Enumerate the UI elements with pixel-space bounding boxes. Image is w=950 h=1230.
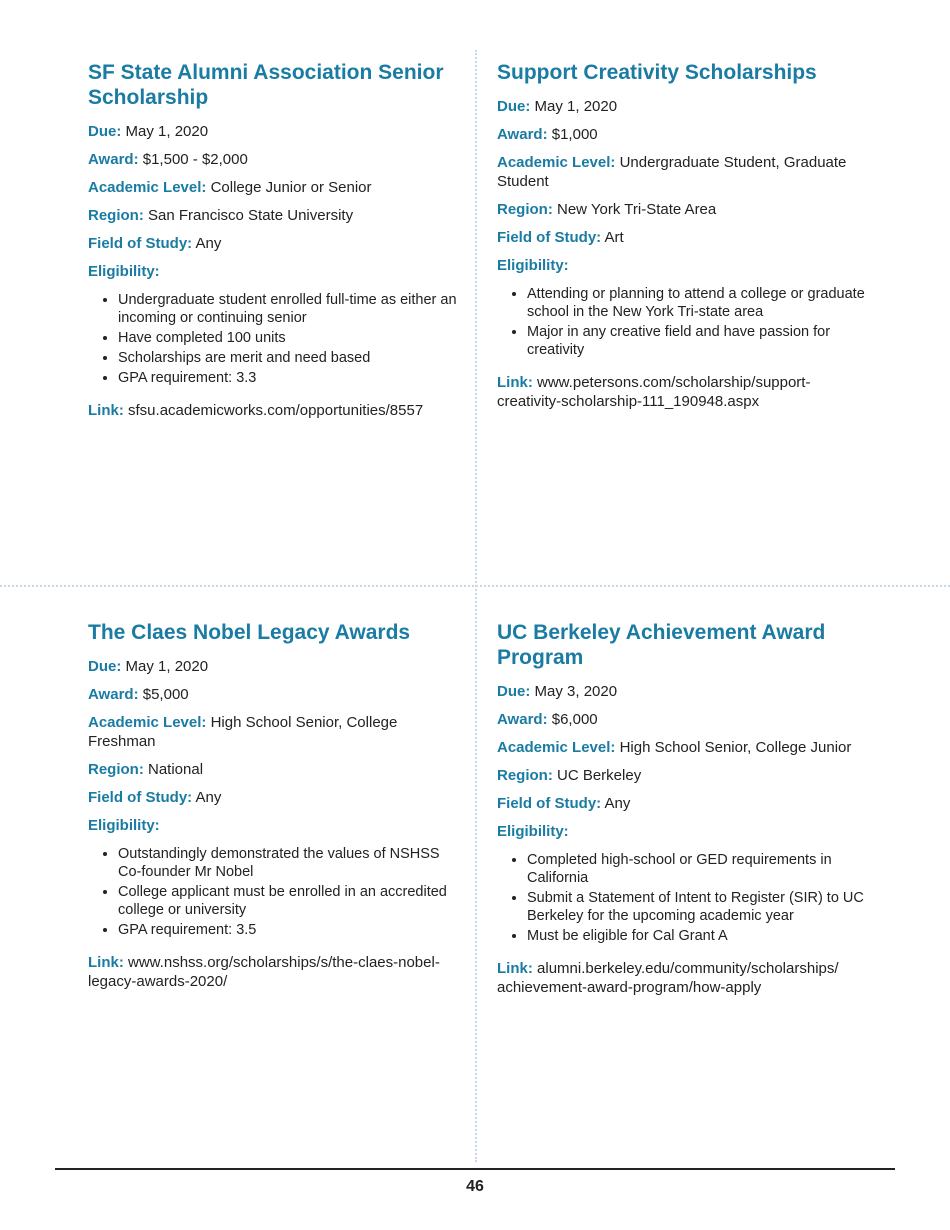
- due-date-value: May 3, 2020: [534, 683, 618, 700]
- academic-level-label: Academic Level:: [88, 714, 207, 731]
- link-url[interactable]: sfsu.academicworks.com/opportunities/8557: [128, 402, 424, 419]
- academic-level: [88, 178, 458, 197]
- region-value: New York Tri-State Area: [557, 201, 717, 218]
- page-number: 46: [466, 1178, 484, 1195]
- due-date-label: Due:: [497, 683, 531, 700]
- eligibility-item: • Completed high-school or GED requirements in California: [527, 851, 867, 887]
- region-label: Region:: [88, 761, 144, 778]
- eligibility-heading: Eligibility:: [497, 257, 569, 274]
- region: [88, 206, 458, 225]
- academic-level-value: Undergraduate Student, Graduate Student: [497, 154, 847, 190]
- vertical-divider: [475, 50, 477, 1162]
- field-of-study-label: Field of Study:: [497, 795, 602, 812]
- academic-level-value: College Junior or Senior: [210, 179, 372, 196]
- region-label: Region:: [497, 767, 553, 784]
- academic-level: [497, 153, 867, 191]
- field-of-study: [88, 788, 458, 807]
- field-of-study-value: Art: [604, 229, 624, 246]
- award: [88, 685, 458, 704]
- academic-level: [88, 713, 458, 751]
- field-of-study: [497, 794, 867, 813]
- due-date-value: May 1, 2020: [125, 658, 209, 675]
- eligibility-item: • Have completed 100 units: [118, 329, 458, 347]
- academic-level-label: Academic Level:: [497, 154, 616, 171]
- link-url[interactable]: www.nshss.org/scholarships/s/the-claes-nobel-legacy-awards-2020/: [88, 954, 440, 990]
- award-label: Award:: [497, 126, 548, 143]
- due-date: [497, 682, 867, 701]
- eligibility-item: • GPA requirement: 3.3: [118, 369, 458, 387]
- due-date: [88, 122, 458, 141]
- link-url[interactable]: www.petersons.com/scholarship/support-creativity-scholarship-111_190948.aspx: [497, 374, 811, 410]
- eligibility-item: • Attending or planning to attend a college or graduate school in the New York Tri-state area: [527, 285, 867, 321]
- eligibility-item: • Outstandingly demonstrated the values of NSHSS Co-founder Mr Nobel: [118, 845, 458, 881]
- link: [88, 401, 458, 420]
- due-date-value: May 1, 2020: [125, 123, 209, 140]
- horizontal-divider: [0, 585, 950, 587]
- region-value: UC Berkeley: [557, 767, 642, 784]
- scholarship-card: [88, 60, 458, 429]
- due-date-label: Due:: [88, 123, 122, 140]
- scholarship-card: [497, 620, 867, 1006]
- academic-level-value: High School Senior, College Freshman: [88, 714, 398, 750]
- eligibility-list: [497, 851, 867, 945]
- field-of-study-label: Field of Study:: [88, 789, 193, 806]
- academic-level-value: High School Senior, College Junior: [619, 739, 852, 756]
- eligibility-item: • Must be eligible for Cal Grant A: [527, 927, 867, 945]
- eligibility-item: • Major in any creative field and have passion for creativity: [527, 323, 867, 359]
- due-date: [497, 97, 867, 116]
- footer-rule: [55, 1168, 895, 1170]
- scholarship-title: Support Creativity Scholarships: [497, 61, 817, 84]
- field-of-study-value: Any: [195, 235, 222, 252]
- award-label: Award:: [88, 151, 139, 168]
- eligibility-heading: Eligibility:: [497, 823, 569, 840]
- award: [497, 710, 867, 729]
- due-date: [88, 657, 458, 676]
- award-value: $5,000: [142, 686, 189, 703]
- link-label: Link:: [497, 960, 533, 977]
- region-label: Region:: [497, 201, 553, 218]
- award: [497, 125, 867, 144]
- award-label: Award:: [497, 711, 548, 728]
- eligibility-heading: Eligibility:: [88, 263, 160, 280]
- scholarship-card: [88, 620, 458, 1000]
- scholarship-title: SF State Alumni Association Senior Scholarship: [88, 61, 444, 109]
- eligibility-item: • Submit a Statement of Intent to Register (SIR) to UC Berkeley for the upcoming academic year: [527, 889, 867, 925]
- award-value: $6,000: [551, 711, 598, 728]
- due-date-label: Due:: [88, 658, 122, 675]
- award-value: $1,000: [551, 126, 598, 143]
- link-label: Link:: [88, 954, 124, 971]
- eligibility-item: • College applicant must be enrolled in an accredited college or university: [118, 883, 458, 919]
- region: [497, 200, 867, 219]
- field-of-study: [88, 234, 458, 253]
- eligibility-item: • GPA requirement: 3.5: [118, 921, 458, 939]
- field-of-study-value: Any: [195, 789, 222, 806]
- region-value: National: [148, 761, 204, 778]
- scholarship-title: The Claes Nobel Legacy Awards: [88, 621, 411, 644]
- due-date-label: Due:: [497, 98, 531, 115]
- scholarship-card: [497, 60, 867, 420]
- field-of-study-value: Any: [604, 795, 631, 812]
- academic-level: [497, 738, 867, 757]
- link: [497, 959, 867, 997]
- academic-level-label: Academic Level:: [497, 739, 616, 756]
- region-label: Region:: [88, 207, 144, 224]
- link: [497, 373, 867, 411]
- award-value: $1,500 - $2,000: [142, 151, 248, 168]
- award-label: Award:: [88, 686, 139, 703]
- eligibility-list: [88, 845, 458, 939]
- region: [497, 766, 867, 785]
- eligibility-list: [88, 291, 458, 387]
- award: [88, 150, 458, 169]
- field-of-study: [497, 228, 867, 247]
- link-url[interactable]: alumni.berkeley.edu/community/scholarships/ achievement-award-program/how-apply: [497, 960, 839, 996]
- link: [88, 953, 458, 991]
- link-label: Link:: [497, 374, 533, 391]
- academic-level-label: Academic Level:: [88, 179, 207, 196]
- due-date-value: May 1, 2020: [534, 98, 618, 115]
- region: [88, 760, 458, 779]
- eligibility-item: • Undergraduate student enrolled full-time as either an incoming or continuing senior: [118, 291, 458, 327]
- eligibility-heading: Eligibility:: [88, 817, 160, 834]
- field-of-study-label: Field of Study:: [497, 229, 602, 246]
- field-of-study-label: Field of Study:: [88, 235, 193, 252]
- eligibility-item: • Scholarships are merit and need based: [118, 349, 458, 367]
- eligibility-list: [497, 285, 867, 359]
- region-value: San Francisco State University: [148, 207, 354, 224]
- link-label: Link:: [88, 402, 124, 419]
- scholarship-title: UC Berkeley Achievement Award Program: [497, 621, 826, 669]
